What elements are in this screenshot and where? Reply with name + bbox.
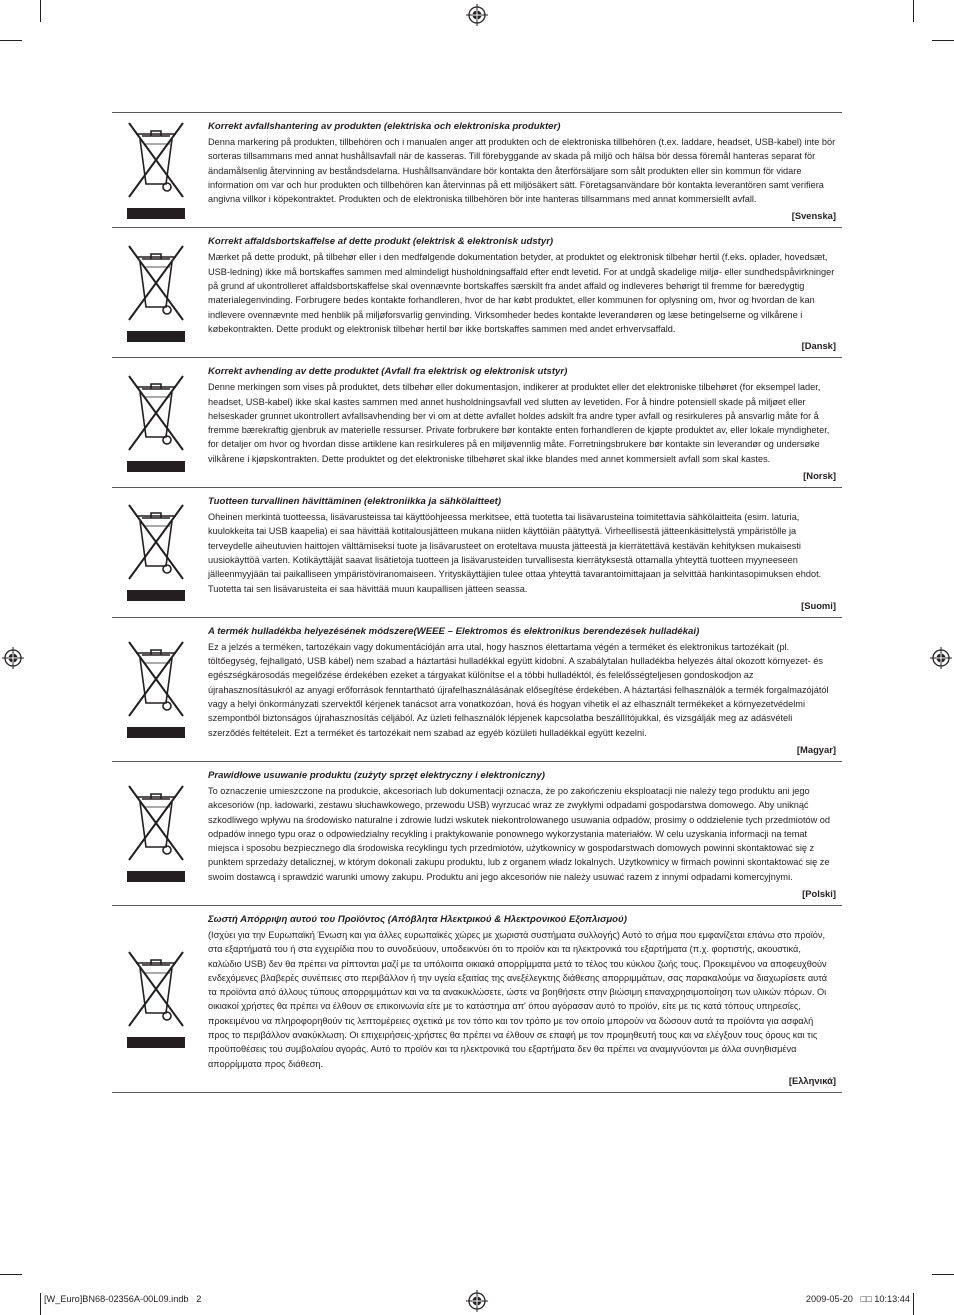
section-language: [Dansk]: [801, 340, 836, 352]
crop-mark: [0, 1274, 22, 1275]
section-title: A termék hulladékba helyezésének módszere(WEEE – Elektromos és elektronikus berendezések hulladékai): [208, 625, 700, 637]
crop-mark: [913, 1293, 914, 1315]
section-body: Denna markering på produkten, tillbehören och i manualen anger att produkten och de elektroniska tillbehören (t.ex. laddare, headset, USB-kabel) inte bör sorteras tillsammans med annat hushållsavfall när de kasseras. Till förebyggande av skada på miljö och hälsa bör dessa föremål hanteras separat för ändamålsenlig återvinning av beståndsdelarna. Hushållsanvändare bör kontakta den återförsäljare som sålt produkten eller sin kommun för vidare information om var och hur produkten och tillbehören kan återvinnas på ett miljösäkert sätt. Företagsanvändare bör kontakta leverantören samt verifiera angivna villkor i köpekontraktet. Produkten och de elektroniska tillbehören bör inte hanteras tillsammans med annat kommersiellt avfall.: [208, 137, 836, 205]
footer-file-info: [W_Euro]BN68-02356A-00L09.indb 2: [44, 1294, 202, 1304]
weee-symbol: [126, 502, 186, 602]
weee-section-magyar: [112, 617, 842, 761]
weee-bar: [127, 331, 185, 342]
section-language: [Norsk]: [803, 470, 836, 482]
weee-symbol: [126, 783, 186, 883]
section-body: Denne merkingen som vises på produktet, dets tilbehør eller dokumentasjon, indikerer at produktet eller det elektroniske tilbehøret (for eksempel lader, headset, USB-kabel) ikke skal kastes sammen med annet husholdningsavfall ved slutten av levetiden. For å hindre potensiell skade på miljøet eller helseskader grunnet ukontrollert avfallsavhending ber vi om at dette avfallet holdes adskilt fra andre typer avfall og resirkuleres på ansvarlig måte for å fremme bærekraftig gjenbruk av materielle ressurser. Private forbrukere bør kontakte enten forhandleren de kjøpte produktet av, eller lokale myndigheter, for detaljer om hvor og hvordan disse artiklene kan resirkuleres på en miljøvennlig måte. Forretningsbrukere bør kontakte sin leverandør og undersøke vilkårene i kjøpskontrakten. Dette produktet og det elektroniske tilbehøret skal ikke blandes med annet kommersielt avfall som skal kastes.: [208, 382, 830, 464]
registration-mark-icon: [466, 1290, 488, 1312]
section-body: (Ισχύει για την Ευρωπαϊκή Ένωση και για άλλες ευρωπαϊκές χώρες με χωριστά συστήματα συλλογής) Αυτό το σήμα που εμφανίζεται επάνω στο προϊόν, στα εξαρτήματά του ή στα εγχειρίδια που το συνοδεύουν, υποδεικνύει ότι το προϊόν και τα ηλεκτρονικά του εξαρτήματα (π.χ. φορτιστής, ακουστικά, καλώδιο USB) δεν θα πρέπει να ρίπτονται μαζί με τα υπόλοιπα οικιακά απορρίμματα μετά το τέλος του κύκλου ζωής τους. Προκειμένου να αποφευχθούν ενδεχόμενες βλαβερές συνέπειες στο περιβάλλον ή την υγεία εξαιτίας της ανεξέλεγκτης διάθεσης απορριμμάτων, σας παρακαλούμε να διαχωρίσετε αυτά τα προϊόντα από άλλους τύπους απορριμμάτων και να τα ανακυκλώσετε, ώστε να βοηθήσετε στην βιώσιμη επαναχρησιμοποίηση των υλικών πόρων. Οι οικιακοί χρήστες θα πρέπει να έλθουν σε επικοινωνία είτε με το κατάστημα απ' όπου αγόρασαν αυτό το προϊόν, είτε με τις κατά τόπους υπηρεσίες, προκειμένου να πληροφορηθούν τις λεπτομέρειες σχετικά με τον τόπο και τον τρόπο με τον οποίο μπορούν να δώσουν αυτά τα προϊόντα για ασφαλή προς το περιβάλλον ανακύκλωση. Οι επιχειρήσεις-χρήστες θα πρέπει να έλθουν σε επαφή με τον προμηθευτή τους και να ελέγξουν τους όρους και τις προϋποθέσεις του συμβολαίου αγοράς. Αυτό το προϊόν και τα ηλεκτρονικά του εξαρτήματα δεν θα πρέπει να αναμιγνύονται με άλλα συνηθισμένα απορρίμματα προς διάθεση.: [208, 929, 828, 1069]
crop-mark: [932, 1274, 954, 1275]
registration-mark-icon: [466, 4, 488, 26]
section-title: Prawidłowe usuwanie produktu (zużyty sprzęt elektryczny i elektroniczny): [208, 769, 545, 781]
registration-mark-icon: [930, 647, 952, 669]
weee-symbol: [126, 949, 186, 1049]
crossed-out-wheelie-bin-icon: [126, 120, 186, 200]
section-title: Korrekt avhending av dette produktet (Avfall fra elektrisk og elektronisk utstyr): [208, 366, 568, 378]
section-language: [Ελληνικά]: [788, 1074, 836, 1086]
crossed-out-wheelie-bin-icon: [126, 243, 186, 323]
weee-section-suomi: [112, 487, 842, 617]
weee-section-ellinika: [112, 905, 842, 1093]
crop-mark: [913, 0, 914, 22]
weee-bar: [127, 208, 185, 219]
section-title: Korrekt affaldsbortskaffelse af dette produkt (elektrisk & elektronisk udstyr): [208, 236, 554, 248]
weee-symbol: [126, 243, 186, 343]
weee-symbol: [126, 120, 186, 220]
crossed-out-wheelie-bin-icon: [126, 373, 186, 453]
crossed-out-wheelie-bin-icon: [126, 783, 186, 863]
section-language: [Magyar]: [796, 743, 836, 755]
weee-symbol: [126, 373, 186, 473]
registration-mark-icon: [2, 647, 24, 669]
weee-section-dansk: [112, 227, 842, 357]
section-title: Σωστή Απόρριψη αυτού του Προϊόντος (Απόβλητα Ηλεκτρικού & Ηλεκτρονικού Εξοπλισμού): [208, 913, 627, 925]
weee-section-polski: [112, 761, 842, 905]
weee-bar: [127, 871, 185, 882]
section-title: Korrekt avfallshantering av produkten (elektriska och elektroniska produkter): [208, 121, 561, 132]
crossed-out-wheelie-bin-icon: [126, 502, 186, 582]
section-language: [Suomi]: [801, 599, 836, 611]
weee-bar: [127, 461, 185, 472]
weee-bar: [127, 1037, 185, 1048]
weee-section-norsk: [112, 357, 842, 487]
crop-mark: [40, 1293, 41, 1315]
footer-datetime: 2009-05-20 □□ 10:13:44: [805, 1294, 910, 1304]
section-body: Ez a jelzés a terméken, tartozékain vagy dokumentációján arra utal, hogy hasznos élettartama végén a terméket és elektronikus tartozékait (pl. töltőegység, fejhallgató, USB kábel) nem szabad a háztartási hulladékkal együtt kidobni. A szabálytalan hulladékba helyezés által okozott környezet- és egészségkárosodás megelőzése érdekében ezeket a tárgyakat különítse el a többi hulladéktól, és felelősségteljesen gondoskodjon az újrahasznosításukról az anyagi erőforrások fenntartható újrafelhasználásának elősegítése érdekében. A háztartási felhasználók a termék forgalmazójától vagy a helyi önkormányzati szervektől kérjenek tanácsot arra vonatkozóan, hová és hogyan vihetik el az elhasznált termékeket a környezetvédelmi szempontból biztonságos újrahasznosítás céljából. Az üzleti felhasználók lépjenek kapcsolatba beszállítójukkal, és vizsgálják meg az adásvételi szerződés feltételeit. Ezt a terméket és tartozékait nem szabad az egyéb közületi hulladékkal együtt kezelni.: [208, 641, 829, 738]
weee-bar: [127, 590, 185, 601]
weee-symbol: [126, 639, 186, 739]
weee-bar: [127, 727, 185, 738]
crossed-out-wheelie-bin-icon: [126, 949, 186, 1029]
crop-mark: [932, 40, 954, 41]
section-language: [Svenska]: [791, 210, 836, 222]
crop-mark: [40, 0, 41, 22]
weee-section-svenska: [112, 112, 842, 227]
section-body: To oznaczenie umieszczone na produkcie, akcesoriach lub dokumentacji oznacza, że po zakończeniu eksploatacji nie należy tego produktu ani jego akcesoriów (np. ładowarki, zestawu słuchawkowego, przewodu USB) wyrzucać wraz ze zwykłymi odpadami gospodarstwa domowego. Aby uniknąć szkodliwego wpływu na środowisko naturalne i zdrowie ludzi wskutek niekontrolowanego usuwania odpadów, prosimy o oddzielenie tych przedmiotów od odpadów innego typu oraz o odpowiedzialny recykling i praktykowanie ponownego wykorzystania materiałów. W celu uzyskania informacji na temat miejsca i sposobu bezpiecznego dla środowiska recyklingu tych przedmiotów, użytkownicy w gospodarstwach domowych powinni skontaktować się z punktem sprzedaży detalicznej, w którym dokonali zakupu produktu, lub z organem władz lokalnych. Użytkownicy w firmach powinni skontaktować się ze swoim dostawcą i sprawdzić warunki umowy zakupu. Produktu ani jego akcesoriów nie należy usuwać razem z innymi odpadami komercyjnymi.: [208, 785, 831, 882]
crop-mark: [0, 40, 22, 41]
section-body: Mærket på dette produkt, på tilbehør eller i den medfølgende dokumentation betyder, at produktet og elektronisk tilbehør hertil (f.eks. oplader, hovedsæt, USB-ledning) ikke må bortskaffes sammen med almindeligt husholdningsaffald efter endt levetid. For at undgå skadelige miljø- eller sundhedspåvirkninger på grund af ukontrolleret affaldsbortskaffelse skal ovennævnte bortskaffes særskilt fra andet affald og indleveres behørigt til fremme for bæredygtig materialegenvinding. Forbrugere bedes kontakte forhandleren, hvor de har købt produktet, eller kommunen for oplysning om, hvor og hvordan de kan indlevere ovennævnte med henblik på miljøforsvarlig genvinding. Virksomheder bedes kontakte leverandøren og læse betingelserne og vilkårene i købekontrakten. Dette produkt og elektronisk tilbehør hertil bør ikke bortskaffes sammen med andet erhvervsaffald.: [208, 252, 835, 334]
weee-sections: [112, 112, 842, 1093]
section-title: Tuotteen turvallinen hävittäminen (elektroniikka ja sähkölaitteet): [208, 496, 502, 508]
section-body: Oheinen merkintä tuotteessa, lisävarusteissa tai käyttöohjeessa merkitsee, että tuotetta tai lisävarusteina toimitettavia sähkölaitteita (esim. laturia, kuulokkeita tai USB kaapelia) ei saa hävittää kotitalousjätteen mukana niiden käyttöiän päätyttyä. Virheellisestä jätteenkäsittelystä ympäristölle ja terveydelle aiheutuvien haittojen välttämiseksi tuote ja lisävarusteet on eroteltava muusta jätteestä ja kierrätettävä kestävän kehityksen mukaisesti uusiokäyttöä varten. Kotikäyttäjät saavat lisätietoja tuotteen ja lisävarusteiden turvallisesta kierrätyksestä ottamalla yhteyttä tuotteen myyneeseen jälleenmyyjään tai paikalliseen ympäristöviranomaiseen. Yrityskäyttäjien tulee ottaa yhteyttä tavarantoimittajaan ja selvittää hankintasopimuksen ehdot. Tuotetta tai sen lisävarusteita ei saa hävittää muun kaupallisen jätteen seassa.: [208, 512, 822, 594]
crossed-out-wheelie-bin-icon: [126, 639, 186, 719]
section-language: [Polski]: [802, 887, 836, 899]
